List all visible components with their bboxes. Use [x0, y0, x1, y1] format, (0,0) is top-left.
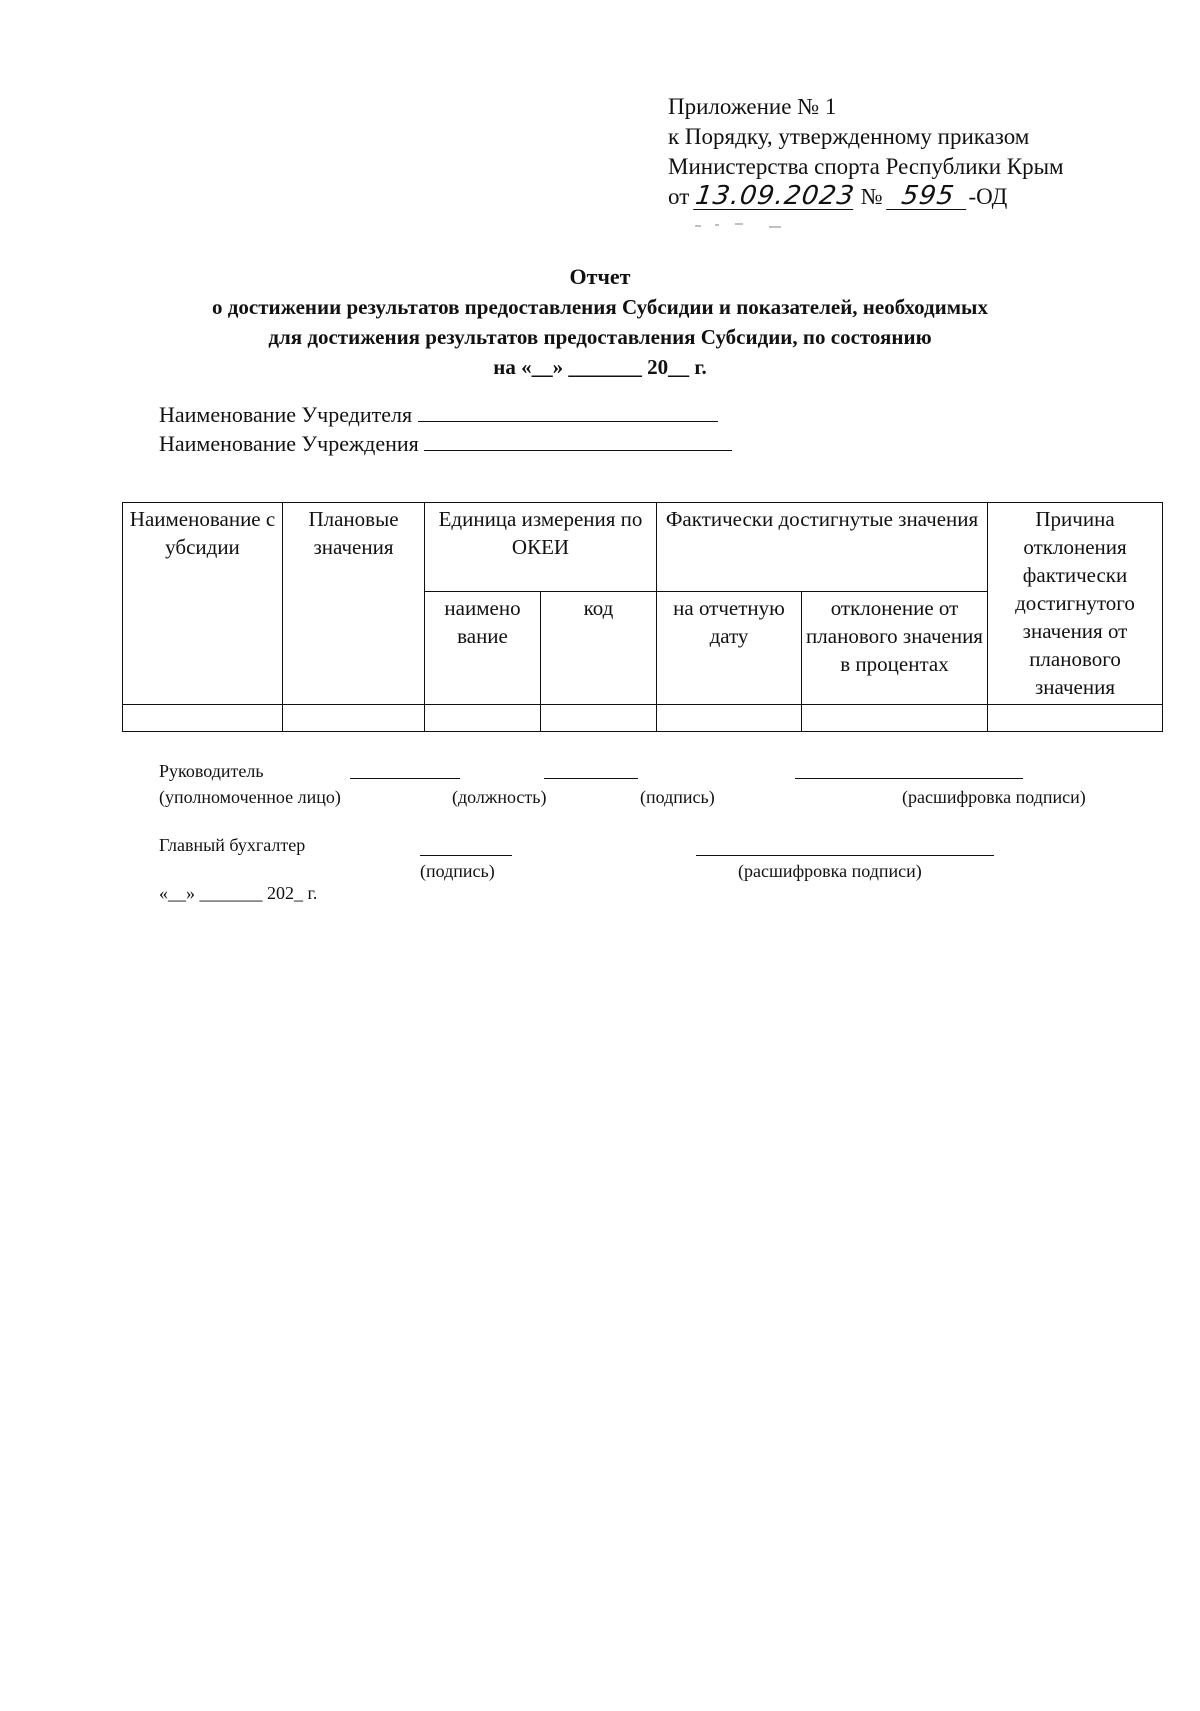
founder-row: [159, 400, 732, 429]
institution-field[interactable]: [424, 430, 732, 451]
header-subsidy-name: Наименование субсидии: [123, 503, 283, 705]
head-position-line[interactable]: [350, 778, 460, 779]
cell-deviation-reason[interactable]: [988, 705, 1163, 732]
accountant-decryption-line[interactable]: [696, 855, 994, 856]
order-date-handwritten: 13.09.2023: [693, 181, 857, 211]
appendix-order-ref: к Порядку, утвержденному приказом: [668, 124, 1030, 149]
report-title-line1: о достижении результатов предоставления Субсидии и показателей, необходимых: [212, 295, 988, 319]
report-title: Отчет: [569, 264, 631, 289]
head-sublabel: (уполномоченное лицо): [159, 787, 341, 807]
appendix-block: [668, 92, 1064, 212]
order-suffix: -ОД: [968, 184, 1008, 209]
accountant-signature-caption: (подпись): [420, 861, 495, 881]
header-deviation-percent: отклонение от планового значения в процентах: [802, 592, 988, 705]
appendix-title: Приложение № 1: [668, 94, 837, 119]
scan-artifact: [695, 222, 795, 230]
head-label: Руководитель: [159, 761, 264, 781]
accountant-label: Главный бухгалтер: [159, 835, 306, 855]
cell-subsidy-name[interactable]: [123, 705, 283, 732]
header-unit-code: код: [541, 592, 657, 705]
header-okei-unit: Единица измерения по ОКЕИ: [425, 503, 657, 592]
cell-unit-code[interactable]: [541, 705, 657, 732]
founder-label: Наименование Учредителя: [159, 402, 413, 427]
report-title-line2: для достижения результатов предоставления Субсидии, по состоянию: [268, 325, 932, 349]
report-title-block: [0, 262, 1200, 382]
cell-unit-name[interactable]: [425, 705, 541, 732]
cell-planned-value[interactable]: [283, 705, 425, 732]
head-position-caption: (должность): [452, 787, 547, 807]
table-header-row-1: [123, 503, 1163, 592]
header-planned-values: Плановые значения: [283, 503, 425, 705]
order-number-sign: №: [860, 184, 883, 209]
header-actual-values: Фактически достигнутые значения: [657, 503, 988, 592]
founder-field[interactable]: [418, 401, 718, 422]
appendix-order-line: [668, 182, 1064, 212]
institution-label: Наименование Учреждения: [159, 431, 419, 456]
header-deviation-reason: Причина отклонения фактически достигнутого значения от планового значения: [988, 503, 1163, 705]
report-date-line: на «__» _______ 20__ г.: [493, 355, 707, 379]
header-unit-name: наимено вание: [425, 592, 541, 705]
cell-deviation-percent[interactable]: [802, 705, 988, 732]
appendix-ministry: Министерства спорта Республики Крым: [668, 154, 1064, 179]
signature-date-line: «__» _______ 202_ г.: [159, 883, 318, 903]
head-signature-caption: (подпись): [640, 787, 715, 807]
institution-row: [159, 429, 732, 458]
table-row: [123, 705, 1163, 732]
header-actual-on-date: на отчетную дату: [657, 592, 802, 705]
cell-actual-value[interactable]: [657, 705, 802, 732]
organization-names: [159, 400, 732, 458]
order-number-handwritten: 595: [887, 183, 971, 210]
head-decryption-line[interactable]: [795, 778, 1023, 779]
accountant-signature-line[interactable]: [420, 855, 512, 856]
report-table: [122, 502, 1163, 732]
head-signature-line[interactable]: [544, 778, 638, 779]
order-from-prefix: от: [668, 184, 690, 209]
accountant-decryption-caption: (расшифровка подписи): [738, 861, 922, 881]
head-decryption-caption: (расшифровка подписи): [902, 787, 1086, 807]
